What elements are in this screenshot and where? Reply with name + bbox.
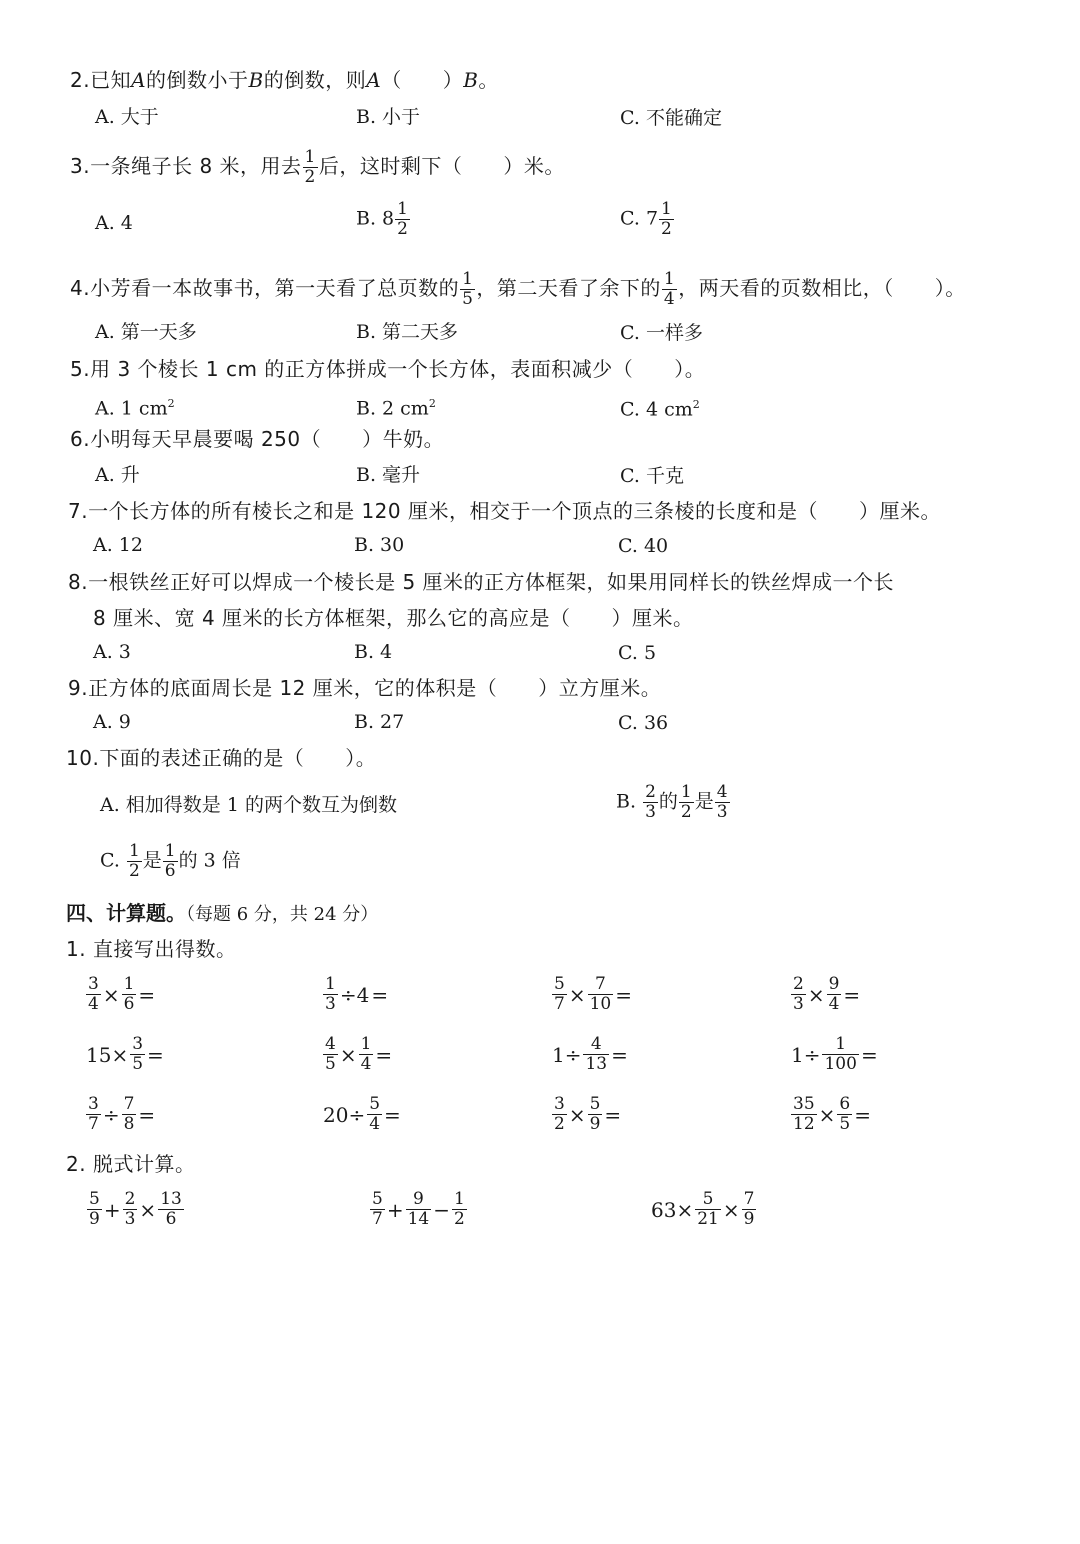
option-c[interactable]: C. 一样多 — [620, 322, 703, 344]
fraction: $\frac{1}{100}$ — [824, 1034, 857, 1074]
option-c[interactable]: C. 不能确定 — [620, 107, 722, 129]
fraction: $\frac{1}{4}$ — [663, 269, 676, 309]
fraction: $\frac{1}{6}$ — [123, 974, 135, 1014]
option-a[interactable]: A. 第一天多 — [95, 321, 197, 343]
fraction: $\frac{6}{5}$ — [839, 1094, 851, 1134]
option-b[interactable]: B. 小于 — [356, 106, 421, 128]
fraction: $\frac{3}{4}$ — [88, 974, 99, 1014]
fraction: $\frac{9}{14}$ — [407, 1189, 430, 1229]
calc-expression[interactable]: 15× $\frac{3}{5}$ = — [86, 1034, 164, 1074]
calc-expression[interactable]: $\frac{5}{7}$ × $\frac{7}{10}$ = — [554, 974, 632, 1014]
fraction: $\frac{3}{7}$ — [88, 1094, 99, 1134]
option-a[interactable]: A. 12 — [93, 534, 143, 556]
fraction: $\frac{1}{5}$ — [462, 269, 474, 309]
option-b[interactable]: B. 30 — [354, 534, 405, 556]
fraction: $\frac{7}{8}$ — [123, 1094, 135, 1134]
fraction: $\frac{1}{4}$ — [360, 1034, 372, 1074]
fraction: $\frac{2}{3}$ — [793, 974, 804, 1014]
option-c[interactable]: C. 4 $cm^2$ — [620, 398, 700, 421]
fraction: $\frac{5}{9}$ — [89, 1189, 100, 1229]
stepwise-expression[interactable]: 63× $\frac{5}{21}$ × $\frac{7}{9}$ — [651, 1189, 755, 1229]
fraction: $\frac{3}{5}$ — [132, 1034, 144, 1074]
fraction: $\frac{35}{12}$ — [793, 1094, 815, 1134]
question-4-stem: 4.小芳看一本故事书，第一天看了总页数的 $\frac{1}{5}$ ，第二天看了余下的 $\frac{1}{4}$ ，两天看的页数相比，（ ）。 — [70, 269, 966, 309]
fraction: $\frac{5}{4}$ — [369, 1094, 381, 1134]
option-c[interactable]: C. 千克 — [620, 465, 684, 487]
question-2-stem: 2.已知A的倒数小于B的倒数，则A（ ）B。 — [70, 68, 499, 92]
option-a[interactable]: A. 3 — [93, 641, 131, 663]
question-7-stem: 7.一个长方体的所有棱长之和是 120 厘米，相交于一个顶点的三条棱的长度和是（ ）厘米。 — [68, 499, 941, 523]
option-a[interactable]: A. 大于 — [95, 106, 159, 128]
fraction: $\frac{7}{10}$ — [589, 974, 612, 1014]
question-5-stem: 5.用 3 个棱长 1 cm 的正方体拼成一个长方体，表面积减少（ ）。 — [70, 357, 706, 381]
fraction: $\frac{4}{13}$ — [585, 1034, 608, 1074]
option-c[interactable]: C. 7 $\frac{1}{2}$ — [620, 199, 672, 239]
calc-expression[interactable]: $\frac{3}{7}$ ÷ $\frac{7}{8}$ = — [88, 1094, 156, 1134]
option-b[interactable]: B. 8 $\frac{1}{2}$ — [356, 199, 408, 239]
calc-expression[interactable]: $\frac{1}{3}$ ÷4 = — [325, 974, 389, 1014]
calc-expression[interactable]: $\frac{3}{2}$ × $\frac{5}{9}$ = — [554, 1094, 622, 1134]
option-b[interactable]: B. 27 — [354, 711, 405, 733]
fraction: $\frac{1}{2}$ — [397, 199, 408, 239]
calc-expression[interactable]: $\frac{4}{5}$ × $\frac{1}{4}$ = — [325, 1034, 393, 1074]
fraction: $\frac{5}{7}$ — [554, 974, 565, 1014]
option-c[interactable]: C. 40 — [618, 535, 669, 557]
calc1-title: 1. 直接写出得数。 — [66, 937, 237, 961]
answer-blank[interactable]: （ ） — [381, 68, 464, 92]
calc-expression[interactable]: 1÷ $\frac{1}{100}$ = — [791, 1034, 878, 1074]
question-10-stem: 10.下面的表述正确的是（ ）。 — [66, 746, 377, 770]
option-b[interactable]: B. 4 — [354, 641, 393, 663]
option-a[interactable]: A. 升 — [95, 464, 140, 486]
fraction: $\frac{5}{7}$ — [372, 1189, 383, 1229]
option-a[interactable]: A. 9 — [93, 711, 131, 733]
fraction: $\frac{3}{2}$ — [554, 1094, 565, 1134]
fraction: $\frac{7}{9}$ — [743, 1189, 755, 1229]
fraction: $\frac{9}{4}$ — [828, 974, 840, 1014]
fraction: $\frac{1}{2}$ — [661, 199, 672, 239]
stepwise-expression[interactable]: $\frac{5}{9}$ + $\frac{2}{3}$ × $\frac{13}{6}$ — [89, 1189, 182, 1229]
option-b[interactable]: B. 2 $cm^2$ — [356, 397, 436, 420]
fraction: $\frac{5}{21}$ — [697, 1189, 719, 1229]
section-title: 四、计算题。（每题 6 分，共 24 分） — [66, 901, 379, 925]
calc-expression[interactable]: 20÷ $\frac{5}{4}$ = — [323, 1094, 401, 1134]
calc-expression[interactable]: $\frac{35}{12}$ × $\frac{6}{5}$ = — [793, 1094, 871, 1134]
fraction: $\frac{1}{3}$ — [325, 974, 336, 1014]
option-a[interactable]: A. 相加得数是 1 的两个数互为倒数 — [100, 794, 397, 816]
option-b[interactable]: B. $\frac{2}{3}$ 的 $\frac{1}{2}$ 是 $\frac{4}{3}$ — [616, 782, 728, 822]
calc2-title: 2. 脱式计算。 — [66, 1152, 196, 1176]
fraction: $\frac{13}{6}$ — [160, 1189, 182, 1229]
question-9-stem: 9.正方体的底面周长是 12 厘米，它的体积是（ ）立方厘米。 — [68, 676, 662, 700]
question-8-stem: 8.一根铁丝正好可以焊成一个棱长是 5 厘米的正方体框架，如果用同样长的铁丝焊成一个长 — [68, 570, 895, 594]
question-6-stem: 6.小明每天早晨要喝 250（ ）牛奶。 — [70, 427, 445, 451]
stepwise-expression[interactable]: $\frac{5}{7}$ + $\frac{9}{14}$ − $\frac{1}{2}$ — [372, 1189, 465, 1229]
fraction: $\frac{4}{5}$ — [325, 1034, 336, 1074]
question-8-stem-line2: 8 厘米、宽 4 厘米的长方体框架，那么它的高应是（ ）厘米。 — [93, 606, 694, 630]
option-a[interactable]: A. 1 $cm^2$ — [95, 397, 175, 420]
option-c[interactable]: C. $\frac{1}{2}$ 是 $\frac{1}{6}$ 的 3 倍 — [100, 841, 241, 881]
fraction: $\frac{1}{2}$ — [304, 147, 316, 187]
calc-expression[interactable]: 1÷ $\frac{4}{13}$ = — [552, 1034, 628, 1074]
option-b[interactable]: B. 毫升 — [356, 464, 421, 486]
option-c[interactable]: C. 36 — [618, 712, 669, 734]
option-b[interactable]: B. 第二天多 — [356, 321, 459, 343]
option-a[interactable]: A. 4 — [95, 212, 133, 234]
calc-expression[interactable]: $\frac{2}{3}$ × $\frac{9}{4}$ = — [793, 974, 861, 1014]
fraction: $\frac{5}{9}$ — [589, 1094, 601, 1134]
calc-expression[interactable]: $\frac{3}{4}$ × $\frac{1}{6}$ = — [88, 974, 156, 1014]
fraction: $\frac{2}{3}$ — [124, 1189, 136, 1229]
question-3-stem: 3.一条绳子长 8 米，用去 $\frac{1}{2}$ 后，这时剩下（ ）米。 — [70, 147, 565, 187]
option-c[interactable]: C. 5 — [618, 642, 657, 664]
fraction: $\frac{1}{2}$ — [454, 1189, 465, 1229]
